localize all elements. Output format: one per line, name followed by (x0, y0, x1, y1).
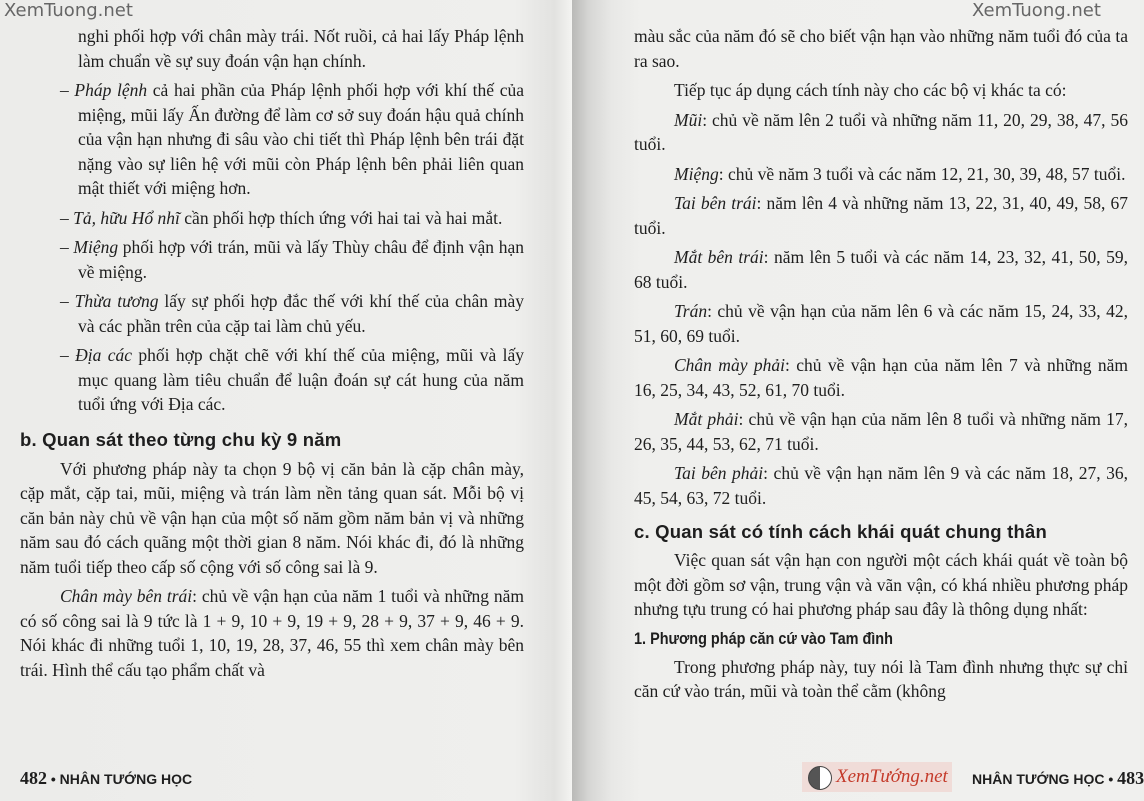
paragraph: nghi phối hợp với chân mày trái. Nốt ruồi, cả hai lấy Pháp lệnh làm chuẩn về sự suy đoán vận hạn chính. (78, 26, 524, 71)
left-top-block (60, 24, 524, 417)
feature-item: Tai bên phải: chủ về vận hạn năm lên 9 và các năm 18, 27, 36, 45, 54, 63, 72 tuổi. (634, 463, 1128, 508)
paragraph: Chân mày bên trái: chủ về vận hạn của năm 1 tuổi và những năm có số công sai là 9 tức là 1 + 9, 10 + 9, 19 + 9, 28 + 9, 37 + 9, 46 + 9. Nói khác đi những tuổi 1, 10, 19, 28, 37, 46, 55 thì xem chân mày bên trái. Hình thể cấu tạo phẩm chất và (20, 586, 525, 680)
site-logo: XemTướng.net (802, 762, 952, 792)
feature-item: Tai bên trái: năm lên 4 và những năm 13, 22, 31, 40, 49, 58, 67 tuổi. (634, 193, 1128, 238)
paragraph: màu sắc của năm đó sẽ cho biết vận hạn vào những năm tuổi đó của ta ra sao. (634, 26, 1128, 71)
bullet-item: – Miệng phối hợp với trán, mũi và lấy Thùy châu để định vận hạn về miệng. (60, 237, 524, 282)
right-page (572, 0, 1144, 801)
subheading: 1. Phương pháp căn cứ vào Tam đình (634, 628, 893, 648)
yin-yang-icon (808, 766, 832, 790)
section-heading-c: c. Quan sát có tính cách khái quát chung thân (634, 521, 1047, 542)
watermark: XemTuong.net (4, 0, 133, 21)
paragraph: Việc quan sát vận hạn con người một cách khái quát về toàn bộ một đời gồm sơ vận, trung vận và vãn vận, có khá nhiều phương pháp nhưng tựu trung có hai phương pháp sau đây là thông dụng nhất: (634, 550, 1128, 619)
section-heading-b: b. Quan sát theo từng chu kỳ 9 năm (20, 428, 342, 450)
paragraph: Trong phương pháp này, tuy nói là Tam đình nhưng thực sự chỉ căn cứ vào trán, mũi và toàn thể cằm (không (634, 656, 1128, 701)
bullet-item: – Tả, hữu Hổ nhĩ cần phối hợp thích ứng với hai tai và hai mắt. (60, 207, 503, 228)
feature-item: Mắt bên trái: năm lên 5 tuổi và các năm 14, 23, 32, 41, 50, 59, 68 tuổi. (634, 247, 1128, 292)
feature-item: Mũi: chủ về năm lên 2 tuổi và những năm 11, 20, 29, 38, 47, 56 tuổi. (634, 109, 1128, 154)
paragraph: Với phương pháp này ta chọn 9 bộ vị căn bản là cặp chân mày, cặp mắt, cặp tai, mũi, miệng và trán làm nền tảng quan sát. Mỗi bộ vị căn bản này chủ về vận hạn của một số năm gồm năm bản vị và những năm sau đó cách quãng một thời gian 8 năm. Nói khác đi, đó là những năm tuổi tiếp theo cấp số cộng với số công sai là 9. (20, 458, 524, 577)
watermark: XemTuong.net (972, 0, 1101, 21)
feature-item: Miệng: chủ về năm 3 tuổi và các năm 12, 21, 30, 39, 48, 57 tuổi. (674, 163, 1126, 184)
left-column (20, 24, 524, 682)
bullet-item: – Thừa tương lấy sự phối hợp đắc thế với khí thế của chân mày và các phần trên của cặp tai làm chủ yếu. (60, 291, 524, 336)
bullet-item: – Pháp lệnh cả hai phần của Pháp lệnh phối hợp với khí thế của miệng, mũi lấy Ấn đường để làm cơ sở suy đoán hậu quả chính của vận hạn nhưng đi sâu vào chi tiết thì Pháp lệnh bên trái đặt nặng vào sự liên hệ với mũi còn Pháp lệnh bên phải liên quan mật thiết với miệng hơn. (60, 80, 524, 198)
bullet-item: – Địa các phối hợp chặt chẽ với khí thế của miệng, mũi và lấy mục quang làm tiêu chuẩn để luận đoán sự cát hung của năm tuổi ứng với Địa các. (60, 345, 524, 414)
feature-item: Chân mày phải: chủ về vận hạn của năm lên 7 và những năm 16, 25, 34, 43, 52, 61, 70 tuổi. (634, 355, 1128, 400)
right-column (634, 24, 1128, 704)
paragraph: Tiếp tục áp dụng cách tính này cho các bộ vị khác ta có: (674, 80, 1067, 100)
page-footer-right: NHÂN TƯỚNG HỌC • 483 (972, 768, 1144, 788)
page-footer-left: 482 • NHÂN TƯỚNG HỌC (20, 768, 193, 788)
feature-item: Trán: chủ về vận hạn của năm lên 6 và các năm 15, 24, 33, 42, 51, 60, 69 tuổi. (634, 301, 1128, 346)
feature-item: Mắt phải: chủ về vận hạn của năm lên 8 tuổi và những năm 17, 26, 35, 44, 53, 62, 71 tuổi. (634, 409, 1128, 454)
